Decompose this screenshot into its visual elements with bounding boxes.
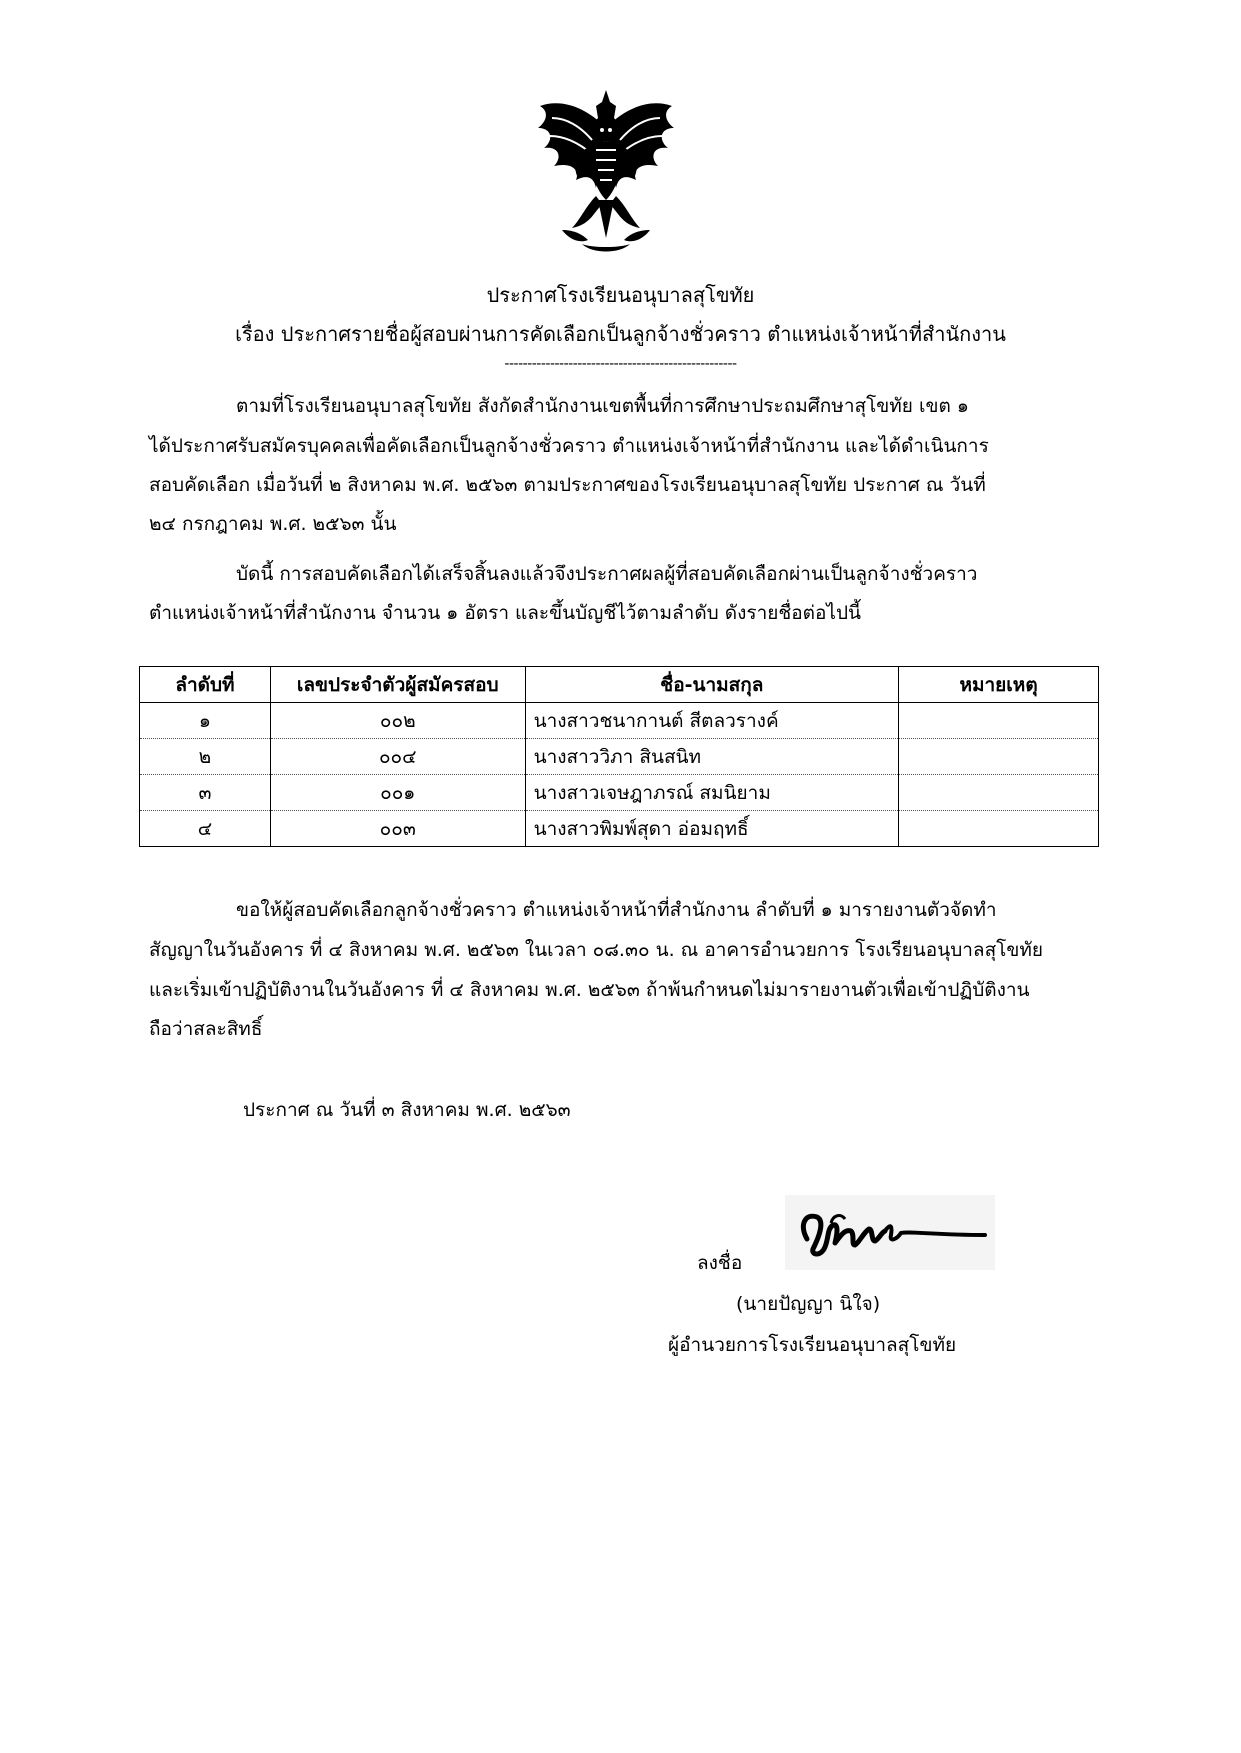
cell-full-name: นางสาวพิมพ์สุดา อ่อมฤทธิ์	[525, 811, 899, 847]
header-full-name: ชื่อ-นามสกุล	[525, 667, 899, 703]
paragraph-2-line-2: ตำแหน่งเจ้าหน้าที่สำนักงาน จำนวน ๑ อัตรา และขึ้นบัญชีไว้ตามลำดับ ดังรายชื่อต่อไปนี้	[149, 602, 862, 624]
cell-order: ๓	[140, 775, 271, 811]
cell-applicant-id: ๐๐๔	[270, 739, 525, 775]
cell-note	[899, 739, 1099, 775]
handwritten-signature-icon	[785, 1195, 995, 1270]
table-row	[140, 775, 1099, 811]
cell-full-name: นางสาวเจษฎาภรณ์ สมนิยาม	[525, 775, 899, 811]
table-row	[140, 739, 1099, 775]
cell-full-name: นางสาววิภา สินสนิท	[525, 739, 899, 775]
cell-note	[899, 775, 1099, 811]
paragraph-3-line-4: ถือว่าสละสิทธิ์	[149, 1018, 263, 1040]
cell-order: ๔	[140, 811, 271, 847]
signer-name: (นายปัญญา นิใจ)	[736, 1293, 881, 1315]
signer-position: ผู้อำนวยการโรงเรียนอนุบาลสุโขทัย	[668, 1334, 957, 1356]
cell-applicant-id: ๐๐๓	[270, 811, 525, 847]
paragraph-1-line-1: ตามที่โรงเรียนอนุบาลสุโขทัย สังกัดสำนักงานเขตพื้นที่การศึกษาประถมศึกษาสุโขทัย เขต ๑	[236, 395, 969, 417]
cell-note	[899, 811, 1099, 847]
paragraph-3-line-3: และเริ่มเข้าปฏิบัติงานในวันอังคาร ที่ ๔ สิงหาคม พ.ศ. ๒๕๖๓ ถ้าพ้นกำหนดไม่มารายงานตัวเพื่อเข้าปฏิบัติงาน	[149, 979, 1030, 1001]
signature-label: ลงชื่อ	[697, 1252, 743, 1274]
paragraph-3-line-2: สัญญาในวันอังคาร ที่ ๔ สิงหาคม พ.ศ. ๒๕๖๓ ในเวลา ๐๘.๓๐ น. ณ อาคารอำนวยการ โรงเรียนอนุบาลสุโขทัย	[149, 939, 1044, 961]
cell-order: ๒	[140, 739, 271, 775]
cell-note	[899, 703, 1099, 739]
header-note: หมายเหตุ	[899, 667, 1099, 703]
cell-order: ๑	[140, 703, 271, 739]
results-table	[139, 666, 1099, 847]
cell-applicant-id: ๐๐๒	[270, 703, 525, 739]
table-row	[140, 703, 1099, 739]
title-separator: ---------------------------------------------------	[504, 356, 737, 372]
table-row	[140, 811, 1099, 847]
announcement-date: ประกาศ ณ วันที่ ๓ สิงหาคม พ.ศ. ๒๕๖๓	[243, 1099, 571, 1121]
paragraph-1-line-4: ๒๔ กรกฎาคม พ.ศ. ๒๕๖๓ นั้น	[149, 513, 397, 535]
paragraph-1-line-3: สอบคัดเลือก เมื่อวันที่ ๒ สิงหาคม พ.ศ. ๒๕๖๓ ตามประกาศของโรงเรียนอนุบาลสุโขทัย ประกาศ ณ วันที่	[149, 474, 986, 496]
paragraph-2-line-1: บัดนี้ การสอบคัดเลือกได้เสร็จสิ้นลงแล้วจึงประกาศผลผู้ที่สอบคัดเลือกผ่านเป็นลูกจ้างชั่วคราว	[236, 563, 978, 585]
cell-full-name: นางสาวชนากานต์ สีตลวรางค์	[525, 703, 899, 739]
table-header-row	[140, 667, 1099, 703]
garuda-emblem-icon	[532, 88, 680, 256]
paragraph-3-line-1: ขอให้ผู้สอบคัดเลือกลูกจ้างชั่วคราว ตำแหน่งเจ้าหน้าที่สำนักงาน ลำดับที่ ๑ มารายงานตัวจัดทำ	[236, 899, 997, 921]
cell-applicant-id: ๐๐๑	[270, 775, 525, 811]
header-order: ลำดับที่	[140, 667, 271, 703]
announcement-title: ประกาศโรงเรียนอนุบาลสุโขทัย	[486, 283, 755, 307]
announcement-subject: เรื่อง ประกาศรายชื่อผู้สอบผ่านการคัดเลือกเป็นลูกจ้างชั่วคราว ตำแหน่งเจ้าหน้าที่สำนักงาน	[235, 322, 1006, 346]
paragraph-1-line-2: ได้ประกาศรับสมัครบุคคลเพื่อคัดเลือกเป็นลูกจ้างชั่วคราว ตำแหน่งเจ้าหน้าที่สำนักงาน และได้ดำเนินการ	[149, 435, 989, 457]
header-applicant-id: เลขประจำตัวผู้สมัครสอบ	[270, 667, 525, 703]
